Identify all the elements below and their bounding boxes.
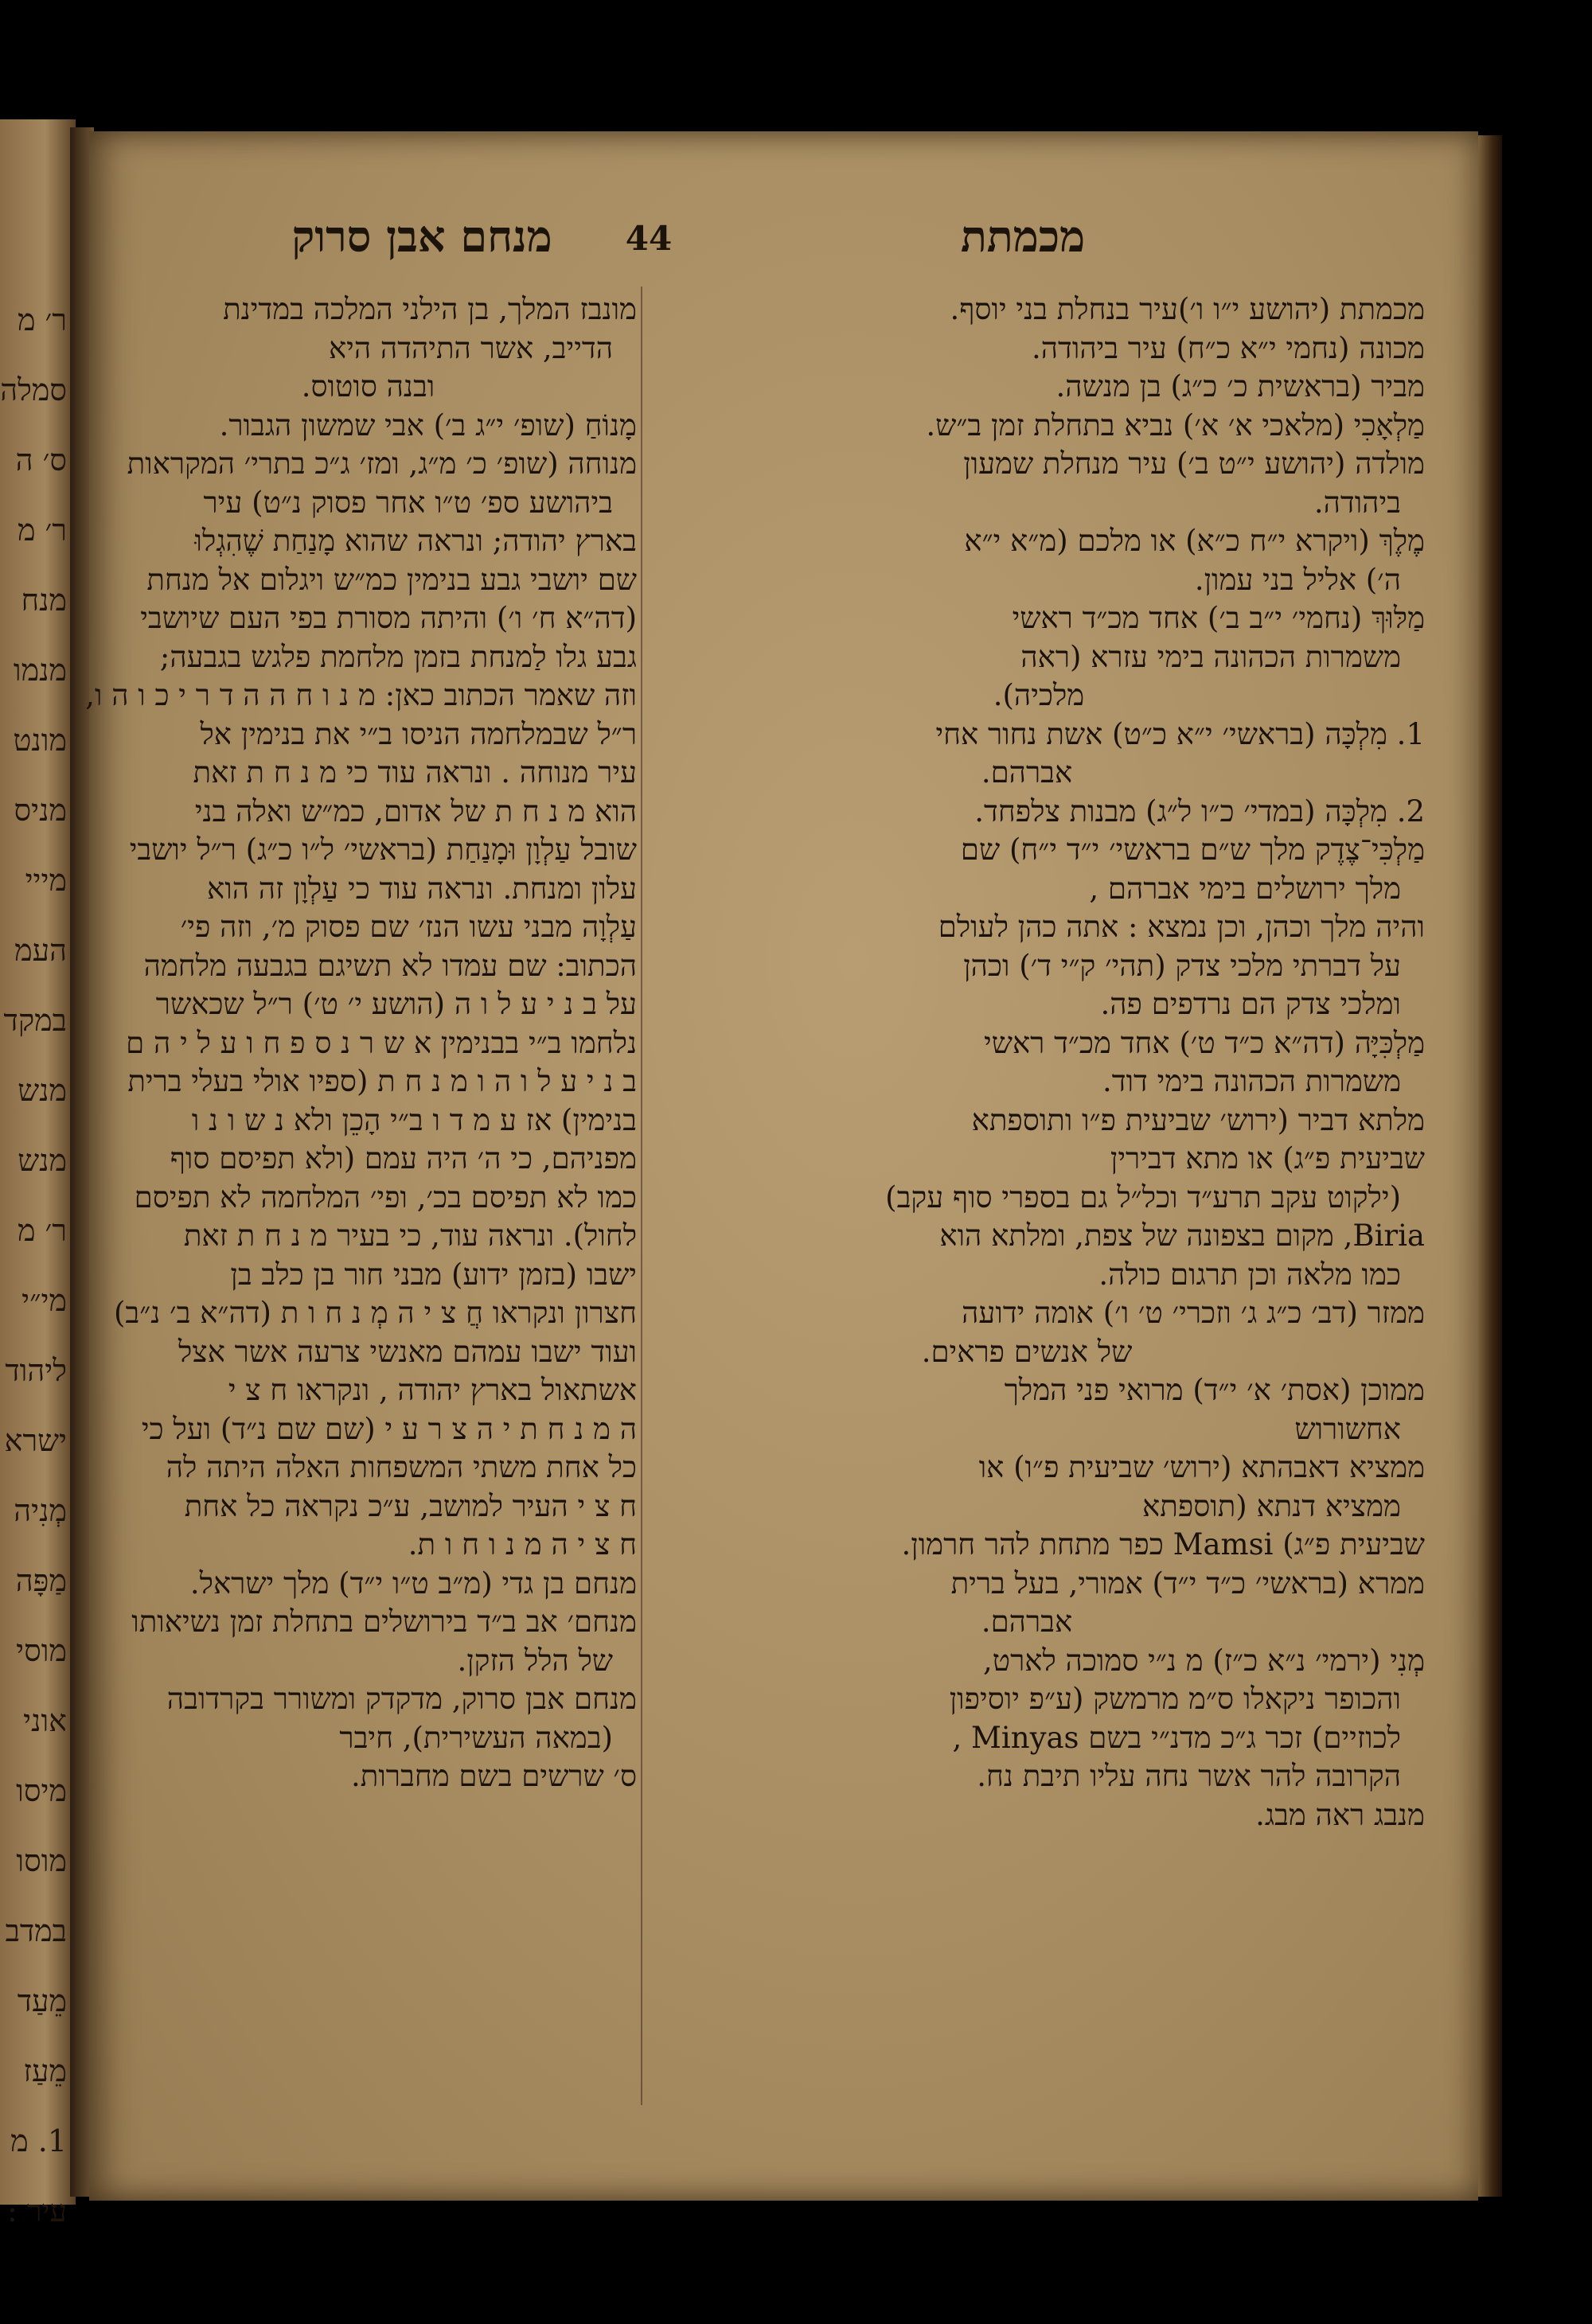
text-line: לחול). ונראה עוד, כי בעיר מ נ ח ת זאת (183, 1219, 637, 1253)
text-line: ה׳) אליל בני עמון. (1194, 562, 1401, 597)
text-line: עַלְוָה מבני עשו הנז׳ שם פסוק מ׳, וזה פי׳ (180, 910, 637, 944)
text-line: בנימין) אז ע מ ד ו ב״י הָכֵן ולא נ ש ו נ ו (191, 1102, 637, 1137)
previous-page-fragment: מנמו (13, 653, 67, 688)
previous-page-fragment: במקד (3, 1003, 67, 1038)
previous-page-fragment: מי״י (21, 1283, 67, 1318)
text-line: כמו מלאה וכן תרגום כולה. (1098, 1257, 1401, 1292)
text-line: ביהודה. (1313, 485, 1401, 520)
text-line: אברהם. (981, 1605, 1073, 1639)
text-line: מַלְכִּיָּה (דה״א כ״ד ט׳) אחד מכ״ד ראשי (984, 1025, 1425, 1060)
running-head-right: מכמתת (960, 211, 1086, 262)
text-line: מלתא דביר (ירוש׳ שביעית פ״ו ותוספתא (971, 1102, 1425, 1137)
text-line: של אנשים פראים. (921, 1334, 1133, 1369)
previous-page-fragment: מייי (25, 863, 67, 898)
text-line: מלכיה). (993, 678, 1085, 712)
previous-page-fragment: העמ (14, 933, 67, 968)
text-line: (במאה העשירית), חיבר (339, 1720, 613, 1755)
text-line: ובנה סוטוס. (301, 369, 435, 404)
text-line: מנחם בן גדי (מ״ב ט״ו י״ד) מלך ישראל. (189, 1566, 637, 1601)
text-line: מנחם׳ אב ב״ד בירושלים בתחלת זמן נשיאותו (131, 1605, 637, 1639)
text-line: ממציא דנתא (תוספתא (1142, 1488, 1401, 1523)
text-line: על ב נ י ע ל ו ה (הושע י׳ ט׳) ר״ל שכאשר (155, 987, 637, 1021)
previous-page-fragment: ר׳ מ (17, 302, 67, 337)
text-line: מַלְכִּי־צֶדֶק מלך ש״ם בראשי׳ י״ד י״ח) שם (960, 833, 1425, 867)
text-line: מלך ירושלים בימי אברהם , (1089, 871, 1401, 906)
previous-page-fragment: סמלה (0, 372, 67, 407)
previous-page-fragment: מוסו (16, 1843, 67, 1878)
previous-page-fragment: מנש (18, 1143, 67, 1178)
previous-page-fragment: מנח (21, 583, 67, 618)
text-line: והיה מלך וכהן, וכן נמצא : אתה כהן לעולם (938, 910, 1425, 944)
page-edge-right (1478, 135, 1502, 2197)
text-line: שם יושבי גבע בנימין כמ״ש ויגלום אל מנחת (146, 562, 637, 597)
text-line: משמרות הכהונה בימי עזרא (ראה (1020, 639, 1401, 674)
text-line: מנחם אבן סרוק, מדקדק ומשורר בקרדובה (166, 1682, 637, 1716)
text-line: ממציא דאבהתא (ירוש׳ שביעית פ״ו) או (978, 1450, 1425, 1484)
text-line: שובל עַלְוָן וּמָנַחַת (בראשי׳ ל״ו כ״ג) ר״ל יושבי (129, 833, 637, 867)
previous-page-fragment: מנש (18, 1073, 67, 1108)
previous-page-fragment: מיסו (16, 1773, 67, 1808)
text-line: מָנוֹחַ (שופ׳ י״ג ב׳) אבי שמשון הגבור. (219, 407, 637, 443)
text-line: ביהושע ספ׳ ט״ו אחר פסוק נ״ט) עיר (203, 485, 613, 520)
previous-page-fragment: ס׳ ה (15, 443, 67, 478)
text-line: הוא מ נ ח ת של אדום, כמ״ש ואלה בני (194, 794, 637, 829)
previous-page-fragment: אוני (23, 1703, 67, 1738)
text-line: ב נ י ע ל ו ה ו מ נ ח ת (ספיו אולי בעלי ברית (127, 1064, 637, 1098)
text-line: שביעית פ״ג) Mamsi כפר מתחת להר חרמון. (901, 1527, 1425, 1562)
previous-page-fragment: מֵעַז (23, 2053, 67, 2088)
previous-page-fragment: ליהוד (5, 1353, 67, 1388)
text-line: ממרא (בראשי׳ כ״ד י״ד) אמורי, בעל ברית (950, 1566, 1425, 1601)
text-line: משמרות הכהונה בימי דוד. (1102, 1064, 1401, 1098)
text-line: עיר מנוחה . ונראה עוד כי מ נ ח ת זאת (193, 755, 637, 790)
text-line: ה מ נ ח ת י ה צ ר ע י (שם שם נ״ד) ועל כי (141, 1411, 637, 1446)
text-line: ממזר (דב׳ כ״ג ג׳ וזכרי׳ ט׳ ו׳) אומה ידועה (962, 1296, 1425, 1330)
right-column (653, 290, 1425, 1835)
text-line: כל אחת משתי המשפחות האלה היתה לה (166, 1450, 637, 1484)
text-line: מנוחה (שופ׳ כ׳ מ״ג, ומז׳ ג״כ בתרי׳ המקראות (127, 446, 637, 481)
text-line: הקרובה להר אשר נחה עליו תיבת נח. (977, 1759, 1401, 1793)
text-line: ממוכן (אסת׳ א׳ י״ד) מרואי פני המלך (1004, 1373, 1425, 1407)
text-line: כמו לא תפיסם בכ׳, ופי׳ המלחמה לא תפיסם (134, 1180, 637, 1215)
text-line: 2. מִלְכָּה (במדי׳ כ״ו ל״ג) מבנות צלפחד. (974, 794, 1425, 829)
previous-page-fragment: ישרא (4, 1423, 67, 1458)
text-line: מונבז המלך, בן הילני המלכה במדינת (223, 292, 637, 326)
previous-page-fragment: מַפָּה (15, 1563, 67, 1598)
text-line: מביר (בראשית כ׳ כ״ג) בן מנשה. (1055, 369, 1425, 404)
previous-page-fragment: ר׳ מ (17, 513, 67, 548)
previous-page-fragment: 1. מ (10, 2123, 67, 2158)
text-line: נלחמו ב״י בבנימין א ש ר נ ס פ ח ו ע ל י ה ם (126, 1025, 637, 1060)
previous-page-fragment: ר׳ מ (17, 1213, 67, 1248)
text-line: Biria, מקום בצפונה של צפת, ומלתא הוא (939, 1219, 1425, 1253)
previous-page-fragment: מְנִיה (14, 1493, 67, 1528)
text-line: הכתוב: שם עמדו לא תשיגם בגבעה מלחמה (143, 948, 637, 983)
previous-page-fragment: במדב (5, 1913, 67, 1948)
column-divider (641, 287, 642, 2105)
text-line: ס׳ שרשים בשם מחברות. (351, 1759, 637, 1793)
text-line: ח צ י העיר למושב, ע״כ נקראה כל אחת (184, 1488, 637, 1523)
running-head-left: מנחם אבן סרוק (291, 211, 552, 262)
text-line: על דברתי מלכי צדק (תהי׳ ק״י ד׳) וכהן (963, 948, 1401, 983)
text-line: הדייב, אשר התיהדה היא (328, 330, 613, 365)
text-line: וזה שאמר הכתוב כאן: מ נ ו ח ה ה ד ר י כ ו ה ו, (85, 678, 637, 712)
text-line: (ילקוט עקב תרע״ד וכל״ל גם בספרי סוף עקב) (885, 1180, 1401, 1215)
text-line: לכוזיים) זכר ג״כ מדנ״י בשם Minyas , (952, 1720, 1401, 1755)
text-line: אחשורוש (1294, 1411, 1401, 1446)
previous-page-edge (0, 119, 76, 2228)
text-line: ישבו (בזמן ידוע) מבני חור בן כלב בן (230, 1257, 637, 1292)
text-line: חצרון ונקראו חֲ צ י ה מְ נ ח ו ת (דה״א ב׳ נ״ב) (113, 1296, 637, 1330)
text-line: שביעית פ״ג) או מתא דבירין (1110, 1141, 1425, 1176)
text-line: מֶלֶךְ (ויקרא י״ח כ״א) או מלכם (מ״א י״א (964, 524, 1425, 558)
previous-page-fragment: מונט (13, 723, 67, 758)
text-line: מנבג ראה מבג. (1255, 1797, 1425, 1832)
text-line: בארץ יהודה; ונראה שהוא מָנַחַת שֶׁהִגְלוּ (194, 524, 637, 558)
left-column (85, 290, 637, 1796)
text-line: מַלּוּךְ (נחמי׳ י״ב ב׳) אחד מכ״ד ראשי (1012, 601, 1425, 635)
text-line: עלון ומנחת. ונראה עוד כי עַלְוָן זה הוא (207, 871, 637, 906)
page-number: 44 (625, 219, 673, 258)
text-line: ר״ל שבמלחמה הניסו ב״י את בנימין אל (200, 716, 637, 751)
previous-page-fragment: מֵעַד (17, 1983, 67, 2018)
previous-page-fragment: מניס (14, 793, 67, 828)
text-line: מכונה (נחמי י״א כ״ח) עיר ביהודה. (1032, 330, 1425, 365)
text-line: מולדה (יהושע י״ט ב׳) עיר מנחלת שמעון (963, 446, 1425, 481)
text-line: גבע גלו לַמנחת בזמן מלחמת פלגש בגבעה; (159, 639, 637, 674)
text-line: 1. מִלְכָּה (בראשי׳ י״א כ״ט) אשת נחור אחי (935, 716, 1425, 751)
previous-page-fragment: עיר : (6, 2193, 67, 2228)
text-line: (דה״א ח׳ ו׳) והיתה מסורת בפי העם שיושבי (140, 601, 637, 635)
text-line: מְנִי (ירמי׳ נ״א כ״ז) מ נ״י סמוכה לארט, (983, 1643, 1425, 1678)
text-line: מפניהם, כי ה׳ היה עמם (ולא תפיסם סוף (170, 1141, 637, 1176)
text-line: והכופר ניקאלו ס״מ מרמשק (ע״פ יוסיפון (949, 1682, 1401, 1716)
text-line: ועוד ישבו עמהם מאנשי צרעה אשר אצל (178, 1334, 637, 1369)
text-line: מַלְאָכִי (מלאכי א׳ א׳) נביא בתחלת זמן ב״ש. (926, 407, 1425, 443)
text-line: ח צ י ה מ נ ו ח ו ת. (408, 1527, 637, 1562)
previous-page-fragment: מוסי (16, 1633, 67, 1668)
text-line: אברהם. (981, 755, 1073, 790)
text-line: ומלכי צדק הם נרדפים פה. (1100, 987, 1401, 1021)
text-line: של הלל הזקן. (457, 1643, 613, 1678)
text-line: אשתאול בארץ יהודה , ונקראו ח צ י (228, 1373, 637, 1407)
text-line: מכמתת (יהושע י״ו ו׳)עיר בנחלת בני יוסף. (950, 292, 1425, 326)
